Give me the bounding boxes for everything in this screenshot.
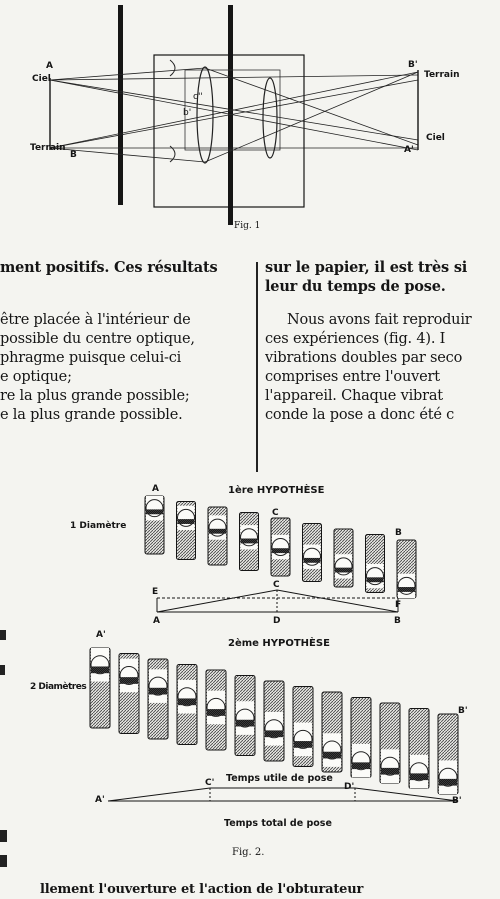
hyp1-cylinder-2 [177,502,196,560]
hyp2-point-a-base: A' [95,795,105,805]
figure-1-diagram [0,0,500,235]
hyp2-point-b: B' [458,706,468,716]
left-line-1: ment positifs. Ces résultats [0,259,218,276]
figure-1-caption: Fig. 1 [234,221,261,231]
left-line-4: phragme puisque celui-ci [0,350,182,366]
hyp1-label: 1 Diamètre [70,521,127,531]
hyp2-point-c: C' [205,778,215,788]
label-a-prime-right: A' [404,145,414,155]
left-column-text [0,258,250,468]
hyp2-title: 2ème HYPOTHÈSE [228,638,330,649]
left-line-6: re la plus grande possible; [0,388,190,404]
hyp2-cylinder-4 [177,665,197,745]
hyp1-point-b-base: B [394,616,401,626]
right-column-text [265,258,500,468]
figure-1 [0,0,500,235]
label-ciel-right: Ciel [426,133,445,143]
hyp1-cylinder-3 [208,507,227,565]
label-ciel-left: Ciel [32,74,51,84]
hyp1-cylinder-8 [366,535,385,593]
hyp2-cylinder-8 [293,687,313,767]
hyp2-cylinder-3 [148,659,168,739]
hyp2-cylinder-10 [351,698,371,778]
left-line-3: possible du centre optique, [0,331,195,347]
bottom-text-fragment: llement l'ouverture et l'action de l'obturateur [40,882,364,897]
hyp2-cylinder-11 [380,703,400,783]
useful-time-label: Temps utile de pose [226,773,333,784]
hyp1-cylinder-9 [397,540,416,598]
label-terrain-left: Terrain [30,143,66,153]
left-line-7: e la plus grande possible. [0,407,183,423]
column-rule [256,262,258,472]
left-line-2: être placée à l'intérieur de [0,312,191,328]
hyp1-cylinder-7 [334,529,353,587]
hyp1-cylinder-1 [145,496,164,554]
hyp2-cylinder-9 [322,692,342,772]
hyp1-point-a: A [152,484,159,494]
label-b-prime-center: b' [183,108,192,118]
hyp2-cylinder-2 [119,654,139,734]
hyp1-cylinder-5 [271,518,290,576]
hyp1-title: 1ère HYPOTHÈSE [228,485,325,496]
right-line-7: l'appareil. Chaque vibrat [265,388,443,404]
hyp2-point-d: D' [344,782,355,792]
right-line-8: conde la pose a donc été c [265,407,455,423]
label-a-left: A [46,61,53,71]
hyp2-point-a: A' [96,630,106,640]
hyp1-cylinder-4 [240,513,259,571]
hyp1-point-c: C [272,508,279,518]
hyp1-point-a-base: A [153,616,160,626]
right-line-5: vibrations doubles par seco [265,350,463,366]
hyp2-cylinder-1 [90,648,110,728]
hyp2-label: 2 Diamètres [30,682,87,692]
hyp2-point-b-base: B' [452,796,462,806]
hyp1-cylinder-6 [303,524,322,582]
label-terrain-right: Terrain [424,70,460,80]
right-line-4: ces expériences (fig. 4). I [265,331,446,347]
label-c-prime: c'' [193,92,203,102]
right-line-6: comprises entre l'ouvert [265,369,440,385]
hyp1-point-f: F [395,600,402,610]
right-line-1: sur le papier, il est très si [265,259,468,276]
hyp1-point-c-apex: C [273,580,280,590]
hyp2-cylinder-12 [409,709,429,789]
hyp1-point-d: D [273,616,281,626]
right-line-2: leur du temps de pose. [265,278,446,295]
hyp2-cylinder-13 [438,714,458,794]
figure-2-caption: Fig. 2. [232,847,265,858]
hyp2-cylinder-5 [206,670,226,750]
hyp2-cylinder-6 [235,676,255,756]
hyp1-point-e: E [152,587,159,597]
hyp2-cylinder-7 [264,681,284,761]
right-line-3: Nous avons fait reproduir [287,312,472,328]
figure-2 [0,470,500,870]
label-b-prime-right: B' [408,60,418,70]
left-line-5: e optique; [0,369,72,385]
label-b-left: B [70,150,77,160]
hyp1-point-b: B [395,528,402,538]
total-time-label: Temps total de pose [224,818,332,829]
